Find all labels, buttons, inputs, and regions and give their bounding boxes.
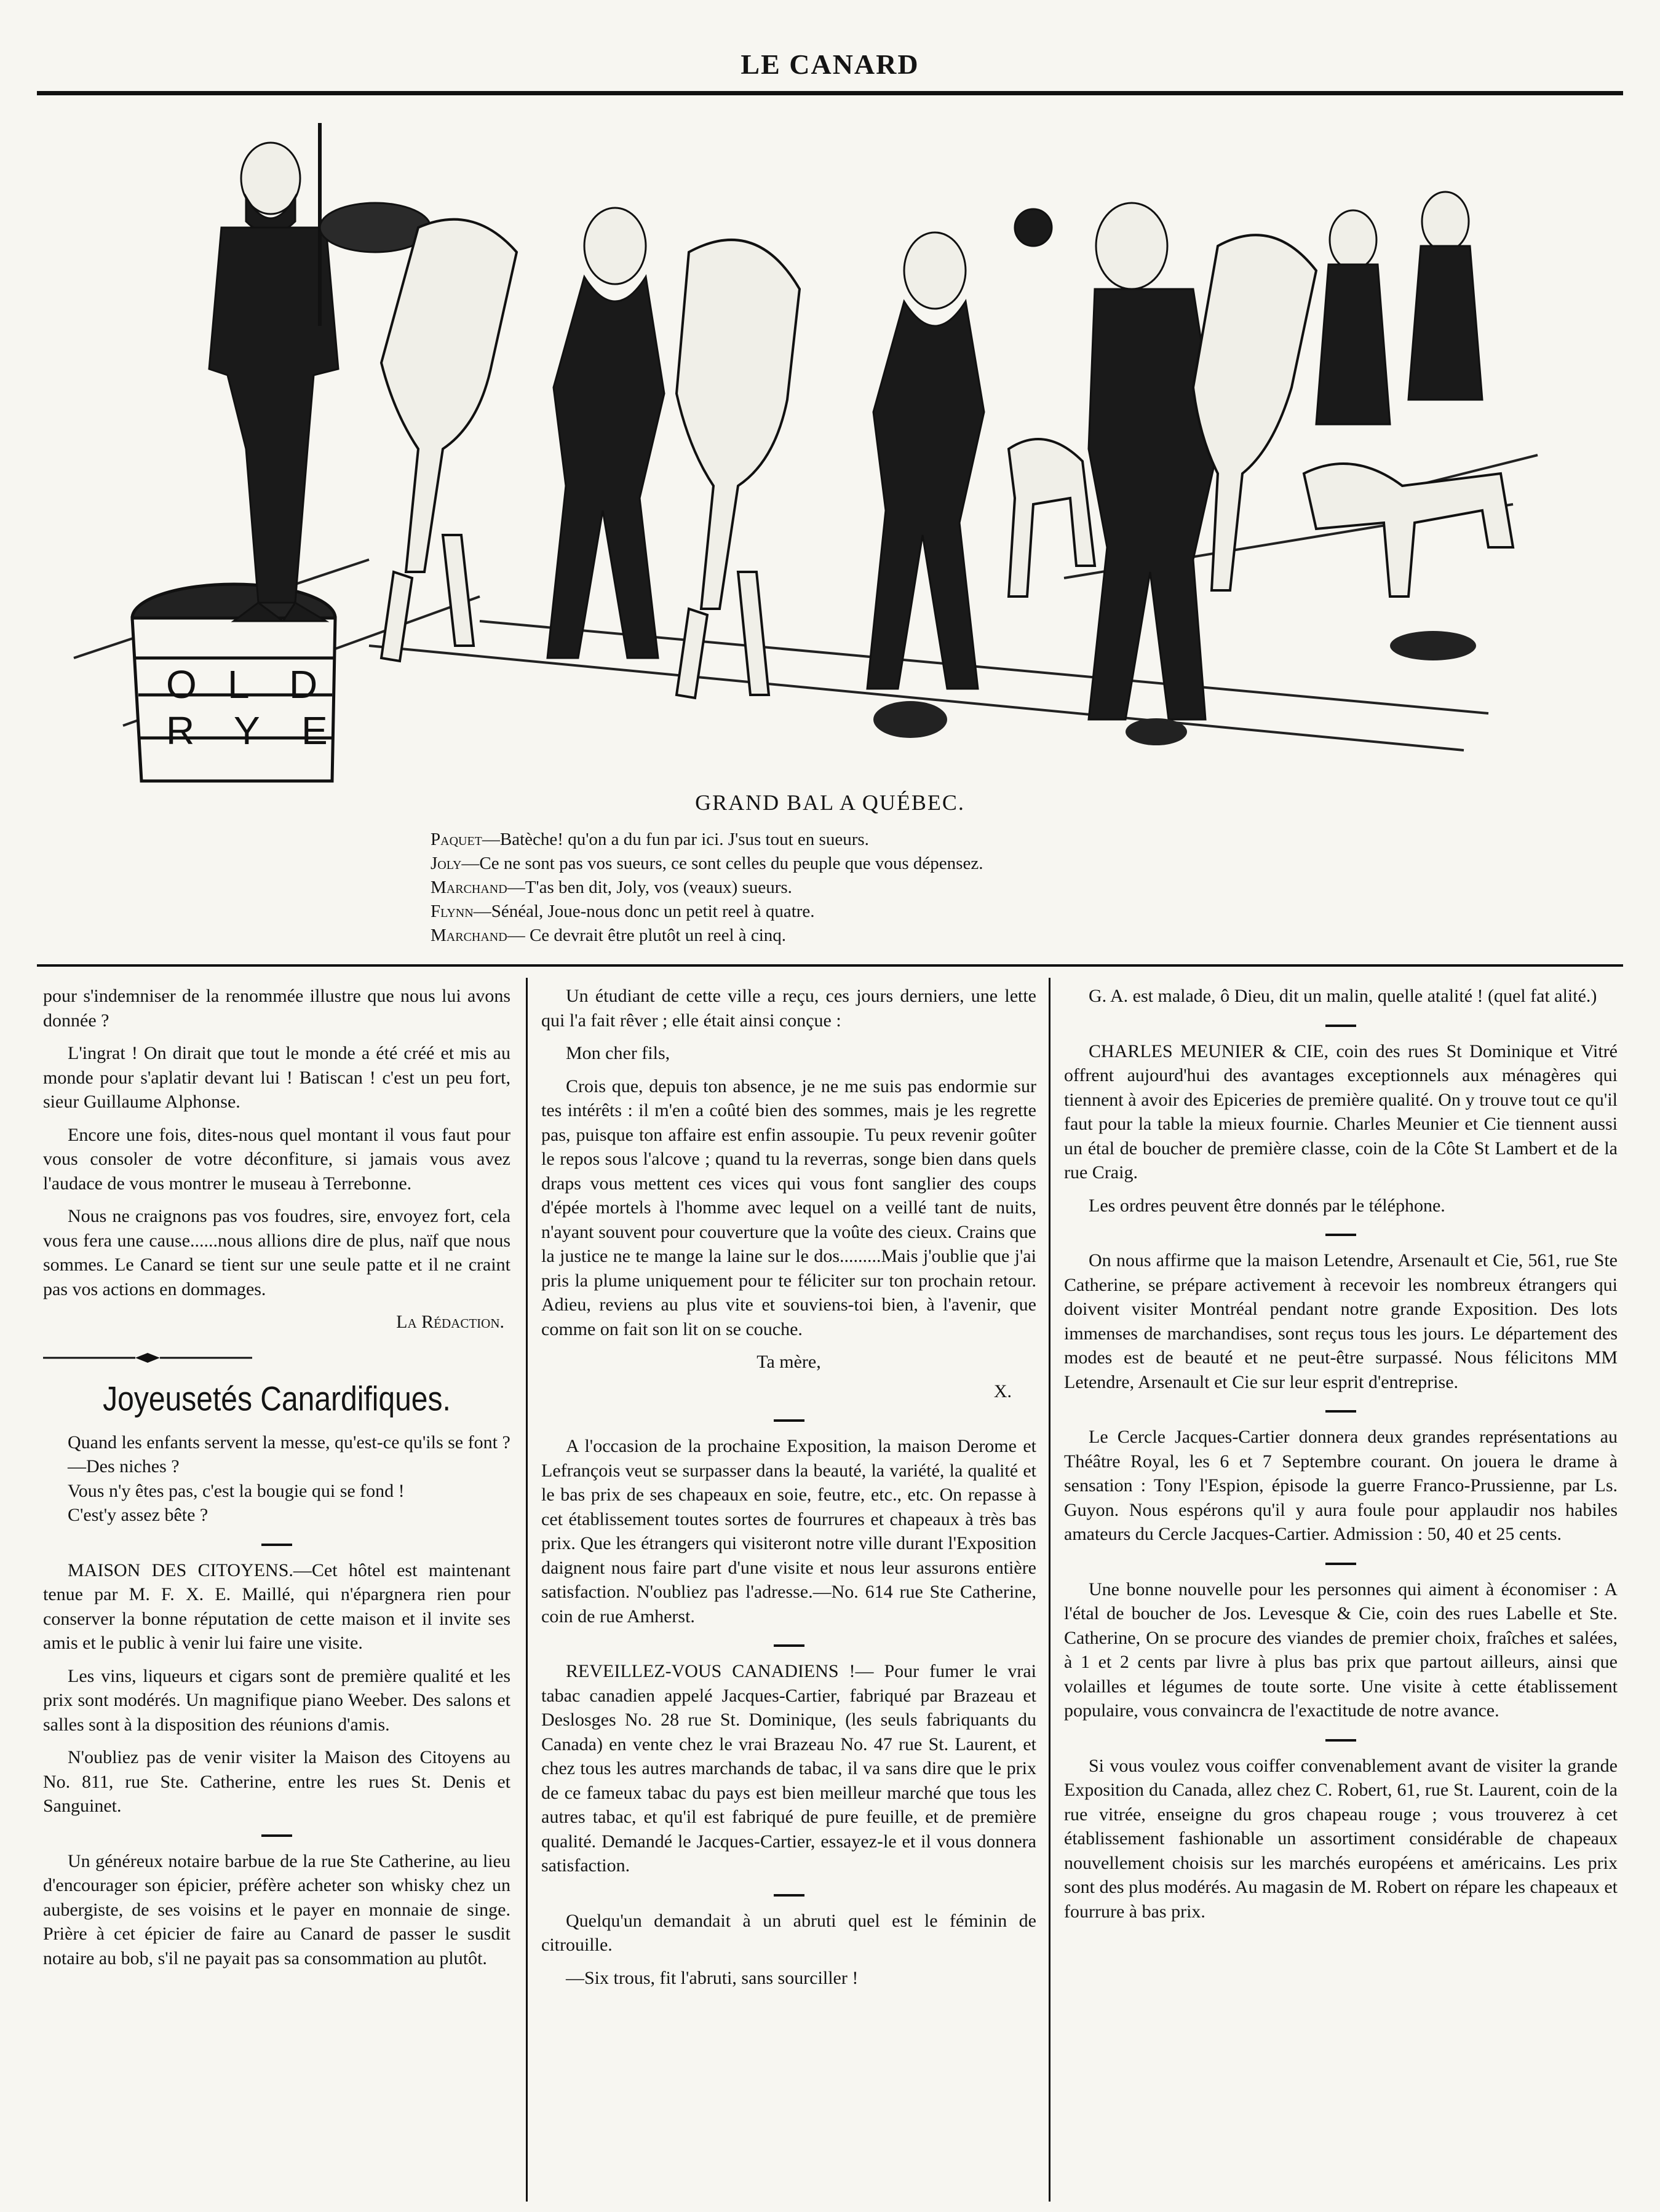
column-rule [1049,978,1050,2202]
article-paragraph: Les vins, liqueurs et cigars sont de première qualité et les prix sont modérés. Un magnifique piano Weeber. Des salons et salles sont à la disposition des réunions d'amis. [43,1665,510,1735]
article-paragraph: CHARLES MEUNIER & CIE, coin des rues St Dominique et Vitré offrent aujourd'hui des avantages exceptionnels aux ménagères qui tiennent à avoir des Epiceries de première qualité. On y trouve tout ce qu'il faut pour la table la mieux fournie. Charles Meunier et Cie tiennent aussi un étal de boucher de première classe, coin de la Côte St Lambert et de la rue Craig. [1064,1041,1618,1183]
article-paragraph: REVEILLEZ-VOUS CANADIENS !— Pour fumer le vrai tabac canadien appelé Jacques-Cartier, fabriqué par Brazeau et Deslosges No. 28 rue St. Dominique, (les seuls fabriquants du Canada) en vente chez le vrai Brazeau No. 47 rue St. Laurent, et chez tous les autres marchands de tabac, il va sans dire que le prix de ce fameux tabac du pays est bien meilleur marché que tous les autres tabac, et qu'il est fabriqué de pure feuille, et de première qualité. Demandé le Jacques-Cartier, essayez-le et il vous donnera satisfaction. [541,1661,1036,1876]
dancer-man-2 [867,232,984,689]
article-paragraph: Encore une fois, dites-nous quel montant il vous faut pour vous consoler de votre déconfiture, si jamais vous avez l'audace de vous montrer le museau à Terrebonne. [43,1124,510,1194]
column-1 [43,984,510,1979]
joke-line: Quand les enfants servent la messe, qu'est-ce qu'ils se font ? [68,1432,510,1453]
dialogue-text: —T'as ben dit, Joly, vos (veaux) sueurs. [507,878,792,897]
article-paragraph: A l'occasion de la prochaine Exposition, la maison Derome et Lefrançois veut se surpasser dans la beauté, la variété, la qualité et le bas prix de ses chapeaux en soie, feutre, etc., etc. On repasse à cet établissement toutes sortes de fourrures et chapeaux à très bas prix. Que les étrangers qui visiteront notre ville durant l'Exposition daignent nous faire part d'une visite et nous leur assurons entière satisfaction. N'oubliez pas l'adresse.—No. 614 rue Ste Catherine, coin de rue Amherst. [541,1436,1036,1627]
dialogue-speaker: Flynn [431,902,474,921]
barrel-letter-E: E [301,708,328,753]
article-paragraph: Nous ne craignons pas vos foudres, sire, envoyez fort, cela vous fera une cause......nous allions dire de plus, naïf que nous sommes. Le Canard se tient sur une seule patte et il ne craint pas vos actions en dommages. [43,1206,510,1299]
dialogue-line [431,852,1353,876]
ornament-divider [43,1352,252,1364]
article-paragraph: —Six trous, fit l'abruti, sans sourciller ! [566,1967,859,1988]
article-paragraph: L'ingrat ! On dirait que tout le monde a été créé et mis au monde pour s'aplatir devant lui ! Batiscan ! c'est un peu fort, sieur Guillaume Alphonse. [43,1043,510,1112]
separator [1325,1234,1356,1236]
letter-body: Crois que, depuis ton absence, je ne me suis pas endormie sur tes intérêts : il m'en a coûté bien des sommes, mais je les regrette pas, puisque ton affaire est enfin assoupie. Tu peux revenir goûter le repos sous l'alcove ; quand tu la reverras, songe bien dans quels draps vous mettent ces vices qui vous font sanglier des coups d'épée mortels à l'homme avec lequel on a veillé tant de nuits, n'ayant souvent pour couverture que la voûte des cieux. Crains que la justice ne te mange la laine sur le dos.........Mais j'oublie que j'ai pris la plume uniquement pour te féliciter sur ton prochain retour. Adieu, reviens au plus vite et souviens-toi bien, à l'avenir, que comme on fait son lit on se couche. [541,1076,1036,1339]
dialogue-speaker: Marchand [431,878,507,897]
small-calf-2 [1304,464,1513,597]
cartoon-illustration [49,105,1550,787]
article-paragraph: N'oubliez pas de venir visiter la Maison des Citoyens au No. 811, rue Ste. Catherine, entre les rues St. Denis et Sanguinet. [43,1747,510,1816]
dancing-cow-1 [381,220,517,661]
dialogue-line [431,828,1353,852]
spectator-men [1316,192,1482,424]
dialogue-line [431,876,1353,900]
cartoon-caption-title: GRAND BAL A QUÉBEC. [695,790,965,815]
dialogue-text: —Batèche! qu'on a du fun par ici. J'sus tout en sueurs. [482,830,869,849]
article-paragraph: Quelqu'un demandait à un abruti quel est le féminin de citrouille. [541,1910,1036,1955]
dialogue-line [431,900,1353,924]
separator [1325,1410,1356,1413]
letter-close: Ta mère, [757,1352,821,1372]
article-paragraph: Le Cercle Jacques-Cartier donnera deux grandes représentations au Théâtre Royal, les 6 et 7 Septembre courant. On jouera le drame à sensation : Tony l'Espion, épisode la guerre Franco-Prussienne, par Ls. Guyon. Nous espérons qu'il y aura foule pour applaudir nos habiles amateurs du Cercle Jacques-Cartier. Admission : 50, 40 et 25 cents. [1064,1427,1618,1544]
signature-redaction: La Rédaction. [396,1312,504,1332]
dialogue-line [431,924,1353,948]
separator [774,1419,804,1422]
article-paragraph: On nous affirme que la maison Letendre, Arsenault et Cie, 561, rue Ste Catherine, se prépare activement à recevoir les nombreux étrangers qui doivent visiter Montréal pendant notre grande Exposition. Des lots immenses de marchandises, sont reçus tous les jours. Le département des modes est de beauté et ne peut-être surpassé. Nous félicitons MM Letendre, Arsenault et Cie sur leur esprit d'entreprise. [1064,1250,1618,1392]
barrel-letter-O: O [166,662,197,707]
dialogue-speaker: Marchand [431,926,507,945]
column-3 [1064,984,1618,1932]
separator [774,1644,804,1647]
joke-block [43,1430,510,1528]
barrel-letter-D: D [289,662,318,707]
separator [774,1894,804,1897]
dialogue-text: —Ce ne sont pas vos sueurs, ce sont celles du peuple que vous dépensez. [461,854,983,873]
dialogue-speaker: Joly [431,854,462,873]
article-paragraph: Un généreux notaire barbue de la rue Ste Catherine, au lieu d'encourager son épicier, préfère acheter son whisky chez un aubergiste, de ses voisins et le payer en monnaie de singe. Prière à cet épicier de faire au Canard de passer le susdit notaire au bob, s'il ne payait pas sa consommation au plutôt. [43,1850,510,1968]
letter-salutation: Mon cher fils, [566,1043,670,1063]
masthead-rule [37,91,1623,95]
cartoon-dialogue [431,828,1353,948]
article-paragraph: Les ordres peuvent être donnés par le téléphone. [1089,1195,1445,1216]
barrel-letter-L: L [228,662,250,707]
column-2 [541,984,1036,1999]
article-paragraph: pour s'indemniser de la renommée illustre que nous lui avons donnée ? [43,986,510,1031]
article-paragraph: Un étudiant de cette ville a reçu, ces jours derniers, une lette qui l'a fait rêver ; elle était ainsi conçue : [541,986,1036,1031]
barrel-letter-R: R [166,708,195,753]
separator [1325,1563,1356,1565]
separator [261,1834,292,1837]
dialogue-speaker: Paquet [431,830,482,849]
separator [261,1544,292,1546]
dialogue-text: — Ce devrait être plutôt un reel à cinq. [507,926,787,945]
dancing-cow-3 [1193,235,1316,590]
separator [1325,1025,1356,1027]
dancer-man-1 [547,208,664,658]
letter-signature: X. [993,1381,1012,1401]
article-paragraph: G. A. est malade, ô Dieu, dit un malin, quelle atalité ! (quel fat alité.) [1089,986,1597,1006]
section-heading: Joyeusetés Canardifiques. [103,1380,451,1418]
separator [1325,1739,1356,1742]
article-paragraph: MAISON DES CITOYENS.—Cet hôtel est maintenant tenue par M. F. X. E. Maillé, qui n'épargnera rien pour conserver la bonne réputation de cette maison et il invite ses amis et le public à venir lui faire une visite. [43,1560,510,1653]
section-rule [37,964,1623,967]
small-calf-1 [1009,439,1095,597]
joke-line: —Des niches ? [68,1456,180,1477]
joke-line: Vous n'y êtes pas, c'est la bougie qui se fond ! [68,1480,405,1501]
joke-line: C'est'y assez bête ? [68,1505,208,1525]
masthead: LE CANARD [741,49,919,80]
article-paragraph: Si vous voulez vous coiffer convenablement avant de visiter la grande Exposition du Canada, allez chez C. Robert, 61, rue St. Laurent, coin de la rue vitrée, enseigne du gros chapeau rouge ; vous trouverez à cet établissement fashionable un assortiment considérable de chapeaux nouvellement choisis sur les marchés européens et américains. Les prix sont des plus modérés. Au magasin de M. Robert on répare les chapeaux et fourrure à bas prix. [1064,1755,1618,1922]
dialogue-text: —Sénéal, Joue-nous donc un petit reel à quatre. [473,902,815,921]
column-rule [526,978,528,2202]
barrel-letter-Y: Y [234,708,260,753]
dancing-cow-2 [677,240,800,698]
article-paragraph: Une bonne nouvelle pour les personnes qui aiment à économiser : A l'étal de boucher de Jos. Levesque & Cie, coin des rues Labelle et Ste. Catherine, On se procure des viandes de premier choix, fraîches et salées, à 1 et 2 cents par livre à plus bas prix que partout ailleurs, ainsi que volailles et légumes de toute sorte. Une visite à cette établissement populaire, vous convaincra de l'exactitude de notre avance. [1064,1579,1618,1721]
